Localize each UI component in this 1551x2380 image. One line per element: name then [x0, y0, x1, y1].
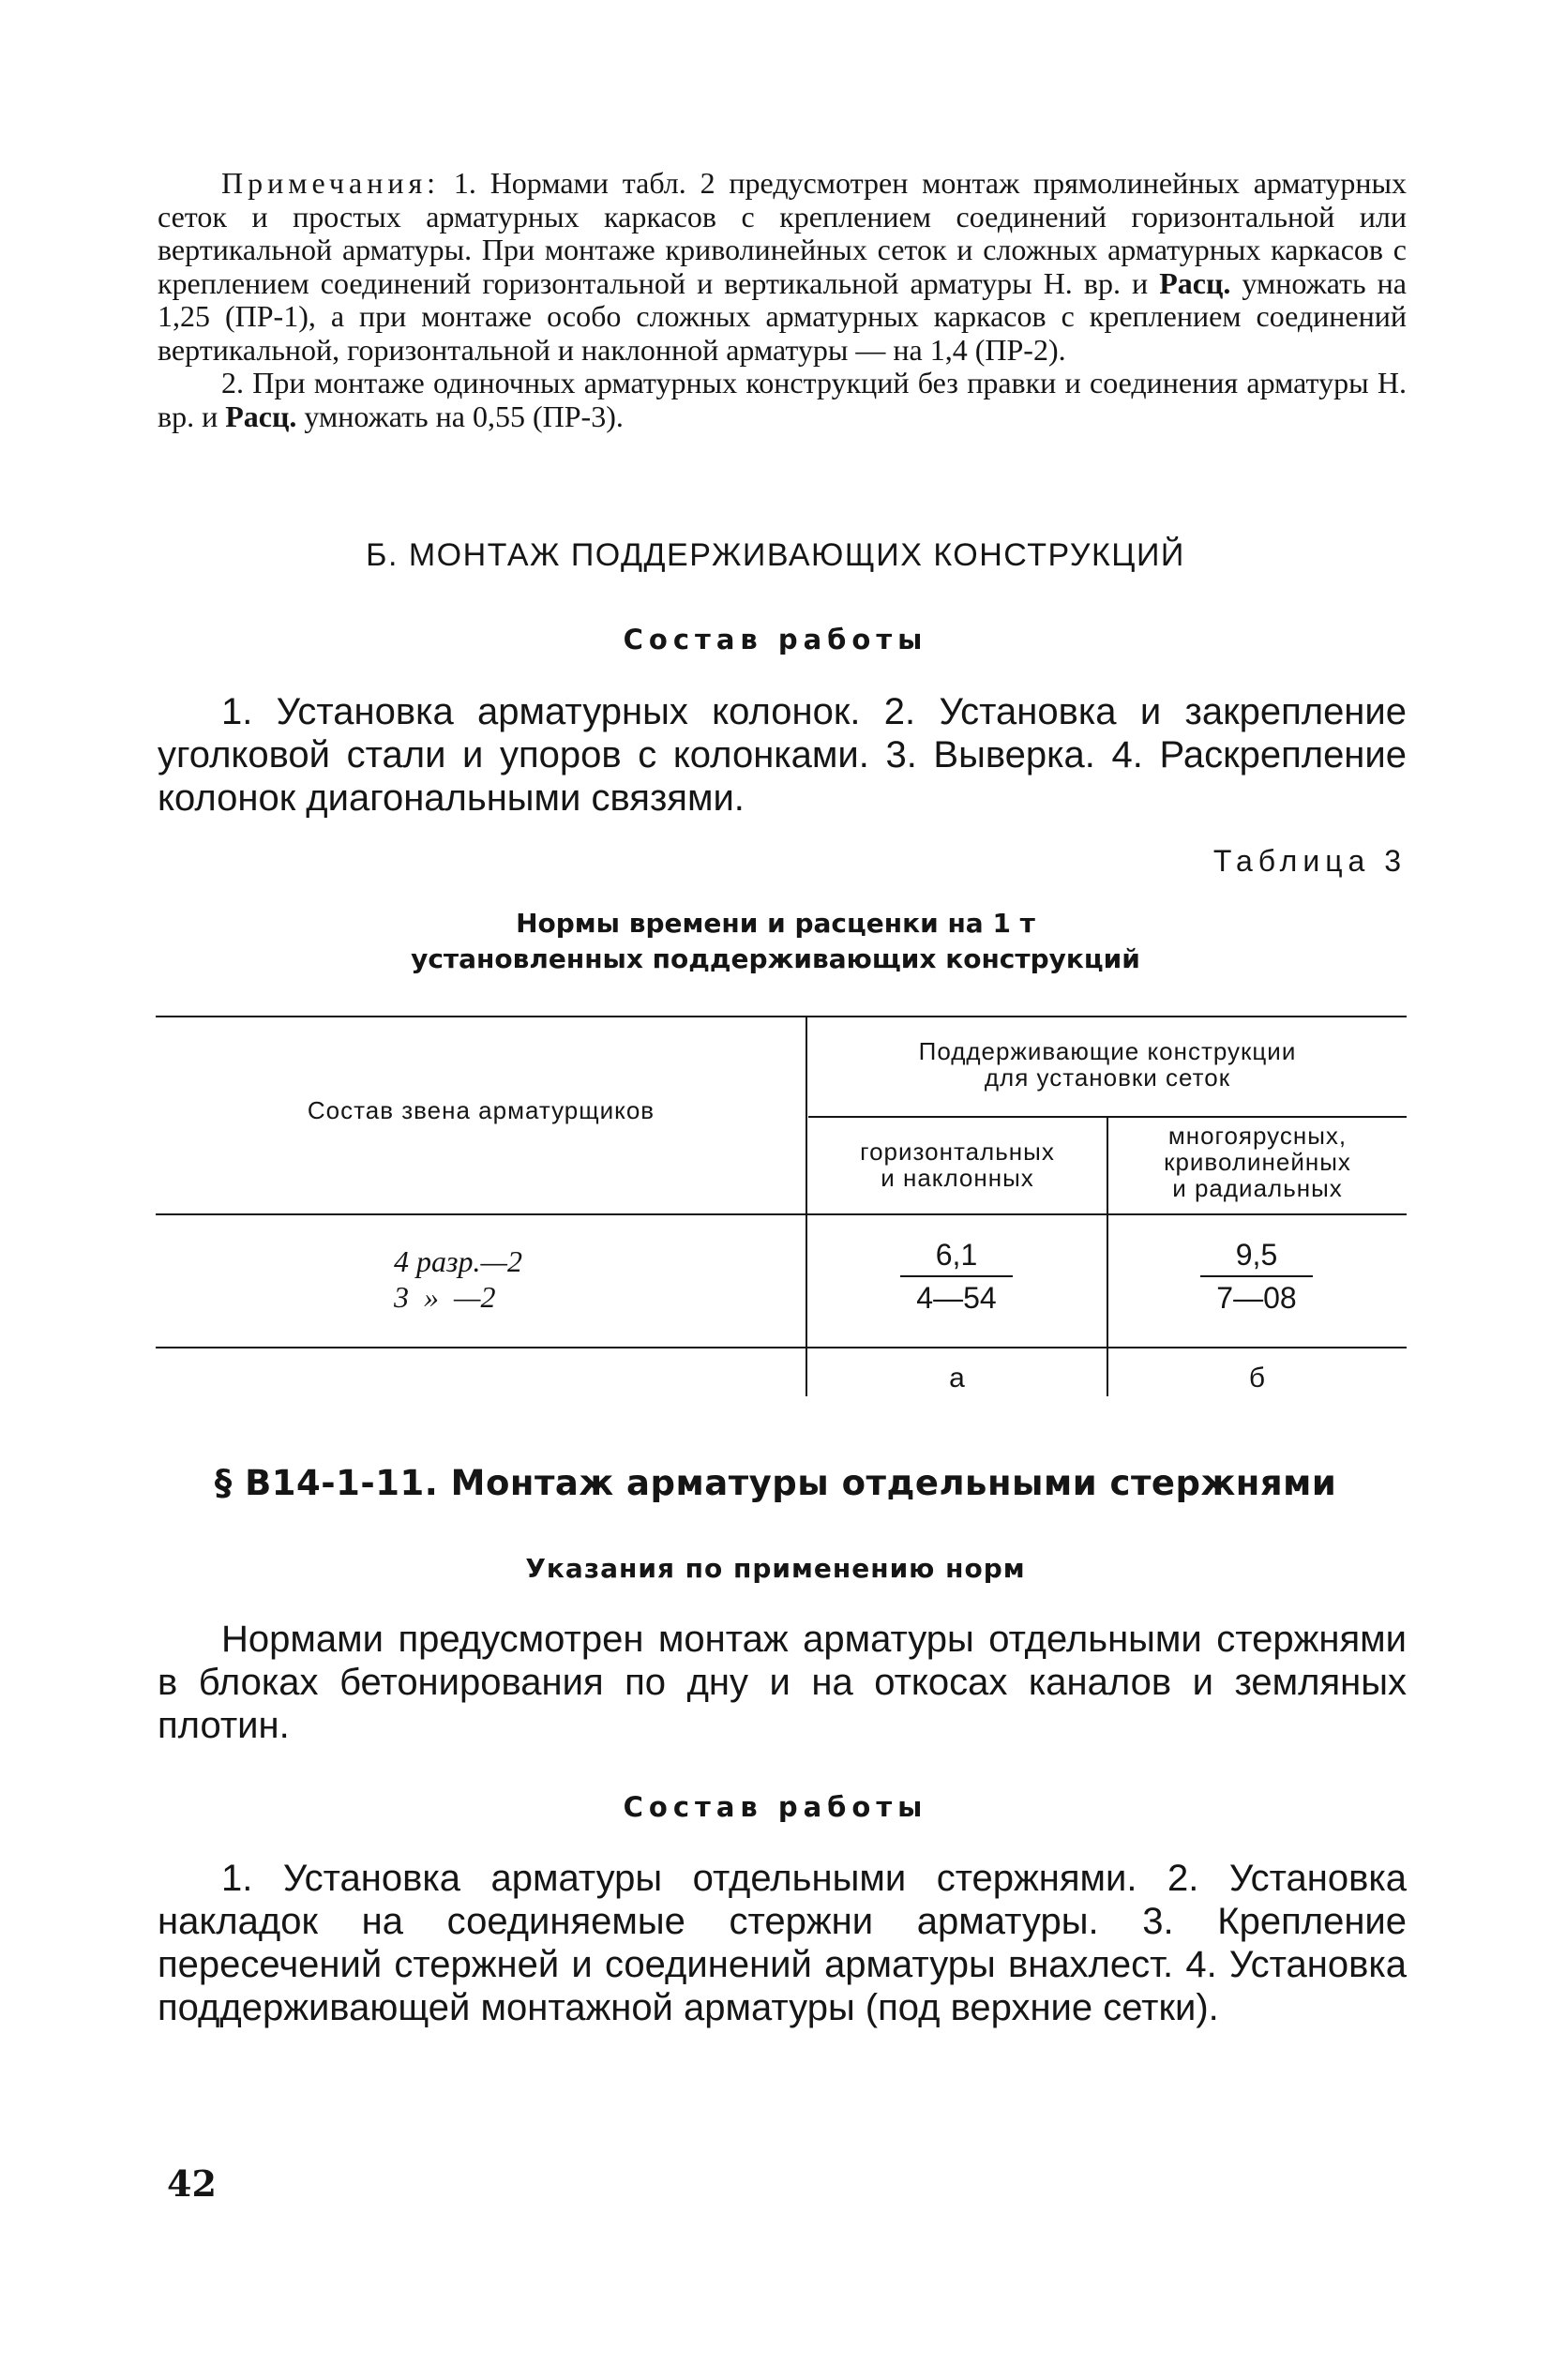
page-number: 42: [167, 2162, 217, 2205]
col2-fraction-bar: [900, 1275, 1013, 1277]
col3-header-line2: криволинейных: [1164, 1148, 1351, 1176]
col3-header: [1108, 1122, 1407, 1201]
section-b-title: Б. МОНТАЖ ПОДДЕРЖИВАЮЩИХ КОНСТРУКЦИЙ: [366, 537, 1185, 573]
col2-value: [872, 1236, 1041, 1317]
note-2-text: 2. При монтаже одиночных арматурных конструкций без правки и соединения арматуры Н. вр. и: [158, 366, 1407, 433]
section-b-work-heading: Состав работы: [623, 624, 928, 655]
notes-label: Примечания:: [221, 166, 441, 200]
table-title: [0, 906, 1551, 977]
group-header-line1: Поддерживающие конструкции: [918, 1037, 1297, 1065]
table-col-divider-1: [806, 1017, 807, 1396]
guidance-paragraph: Нормами предусмотрен монтаж арматуры отдельными стержнями в блоках бетонирования по дну и на откосах каналов и земляных плотин.: [158, 1619, 1407, 1746]
table-title-line1: Нормы времени и расценки на 1 т: [516, 908, 1035, 939]
notes-block: [158, 167, 1407, 433]
table-top-rule: [156, 1016, 1407, 1017]
note-1: [158, 167, 1407, 367]
col2-letter: а: [949, 1363, 966, 1393]
table-title-line2: установленных поддерживающих конструкций: [411, 943, 1140, 974]
note-1-rasc: Расц.: [1159, 265, 1231, 300]
section-v-work-heading: Состав работы: [623, 1791, 928, 1823]
col2-header-line1: горизонтальных: [860, 1137, 1055, 1166]
note-1-text-b: умножать на 1,25 (ПР-1), а при монтаже особо сложных арматурных каркасов с креплением соединений вертикальной, горизонтальной и наклонной арматуры — на 1,4 (ПР-2).: [158, 265, 1408, 367]
group-header-line2: для установки сеток: [984, 1063, 1231, 1092]
guidance-heading: Указания по применению норм: [525, 1553, 1026, 1584]
col3-header-line3: и радиальных: [1172, 1174, 1343, 1202]
col3-value: [1172, 1236, 1341, 1317]
note-1-text: 1. Нормами табл. 2 предусмотрен монтаж прямолинейных арматурных сеток и простых арматурных каркасов с креплением соединений горизонтальной или вертикальной арматуры. При монтаже криволинейных сеток и сложных арматурных каркасов с креплением соединений горизонтальной и вертикальной арматуры Н. вр. и: [158, 166, 1408, 300]
table-label: Таблица 3: [1212, 844, 1407, 878]
section-v-title: § В14-1-11. Монтаж арматуры отдельными стержнями: [214, 1463, 1337, 1503]
note-2-rasc: Расц.: [225, 399, 297, 433]
note-2: [158, 367, 1407, 433]
crew-line2: 3 » —2: [394, 1280, 496, 1314]
group-header: [808, 1038, 1407, 1091]
guidance-text: [158, 1618, 1407, 1747]
table-header-rule: [156, 1213, 1407, 1215]
section-b-work-text: [158, 690, 1407, 820]
col1-header: Состав звена арматурщиков: [307, 1096, 655, 1124]
col3-letter: б: [1248, 1363, 1267, 1393]
col2-header: [808, 1138, 1107, 1191]
note-2-text-b: умножать на 0,55 (ПР-3).: [304, 399, 624, 433]
section-b-work-paragraph: 1. Установка арматурных колонок. 2. Установка и закрепление уголковой стали и упоров с колонками. 3. Выверка. 4. Раскрепление колонок диагональными связями.: [158, 691, 1407, 819]
crew-line1: 4 разр.—2: [394, 1244, 522, 1278]
col2-value-top: 6,1: [935, 1238, 978, 1272]
col3-value-bottom: 7—08: [1216, 1281, 1297, 1315]
col3-value-top: 9,5: [1235, 1238, 1278, 1272]
section-v-work-paragraph: 1. Установка арматуры отдельными стержнями. 2. Установка накладок на соединяемые стержни арматуры. 3. Крепление пересечений стержней и соединений арматуры внахлест. 4. Установка поддерживающей монтажной арматуры (под верхние сетки).: [158, 1858, 1407, 2028]
col2-header-line2: и наклонных: [881, 1164, 1034, 1192]
section-v-work-text: [158, 1857, 1407, 2029]
crew-cell: [394, 1243, 600, 1315]
table-body-rule: [156, 1347, 1407, 1348]
col3-header-line1: многоярусных,: [1167, 1122, 1348, 1150]
col3-fraction-bar: [1200, 1275, 1313, 1277]
col2-value-bottom: 4—54: [916, 1281, 997, 1315]
